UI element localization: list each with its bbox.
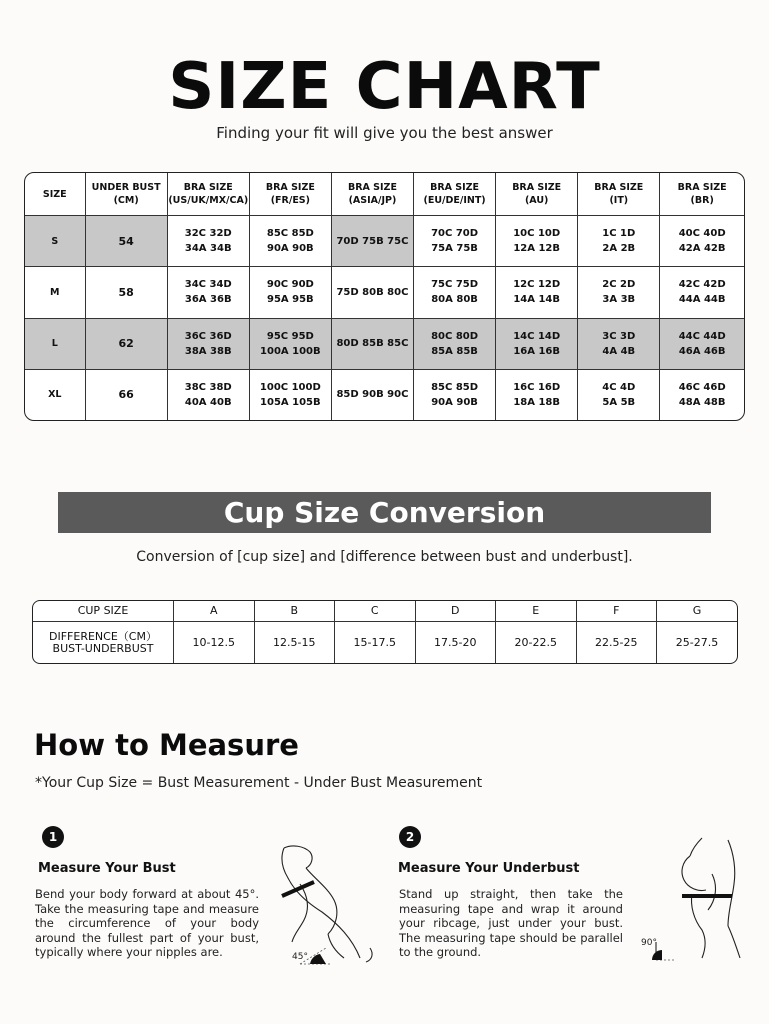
cup-d: D xyxy=(415,601,496,622)
cell-au: 14C 14D 16A 16B xyxy=(496,318,578,369)
header-under-bust: UNDER BUST (CM) xyxy=(85,173,167,216)
cell-asia: 85D 90B 90C xyxy=(331,369,413,420)
cell-fr: 100C 100D 105A 105B xyxy=(249,369,331,420)
step-2-body: Stand up straight, then take the measuring tape and wrap it around your ribcage, just under your bust. The measuring tape should be parallel to the ground. xyxy=(399,887,623,959)
diff-d: 17.5-20 xyxy=(415,622,496,663)
cell-au: 12C 12D 14A 14B xyxy=(496,267,578,318)
diff-e: 20-22.5 xyxy=(496,622,577,663)
cup-a: A xyxy=(174,601,255,622)
cell-size: M xyxy=(25,267,85,318)
cell-us: 38C 38D 40A 40B xyxy=(167,369,249,420)
cup-c: C xyxy=(335,601,416,622)
page-title: SIZE CHART xyxy=(168,50,601,124)
cell-br: 44C 44D 46A 46B xyxy=(660,318,744,369)
step-2-badge: 2 xyxy=(399,826,421,848)
diff-a: 10-12.5 xyxy=(174,622,255,663)
cell-it: 4C 4D 5A 5B xyxy=(578,369,660,420)
header-au: BRA SIZE (AU) xyxy=(496,173,578,216)
diff-b: 12.5-15 xyxy=(254,622,335,663)
cell-it: 1C 1D 2A 2B xyxy=(578,216,660,267)
header-it: BRA SIZE (IT) xyxy=(578,173,660,216)
angle-45-label: 45° xyxy=(292,952,308,962)
cup-b: B xyxy=(254,601,335,622)
header-asia: BRA SIZE (ASIA/JP) xyxy=(331,173,413,216)
table-row xyxy=(25,318,744,369)
step-1-badge: 1 xyxy=(42,826,64,848)
cup-conversion-banner: Cup Size Conversion xyxy=(58,492,711,533)
cup-size-formula: *Your Cup Size = Bust Measurement - Under Bust Measurement xyxy=(35,775,483,791)
cell-au: 16C 16D 18A 18B xyxy=(496,369,578,420)
cell-size: L xyxy=(25,318,85,369)
size-table-header xyxy=(25,173,744,216)
cell-it: 2C 2D 3A 3B xyxy=(578,267,660,318)
cell-eu: 85C 85D 90A 90B xyxy=(414,369,496,420)
cup-size-label: CUP SIZE xyxy=(33,601,174,622)
cup-g: G xyxy=(657,601,738,622)
cell-br: 40C 40D 42A 42B xyxy=(660,216,744,267)
table-row xyxy=(25,267,744,318)
cell-under-bust: 54 xyxy=(85,216,167,267)
cell-br: 46C 46D 48A 48B xyxy=(660,369,744,420)
header-fr: BRA SIZE (FR/ES) xyxy=(249,173,331,216)
step-1-body: Bend your body forward at about 45°. Take the measuring tape and measure the circumference of your body around the fullest part of your bust, typically where your nipples are. xyxy=(35,887,259,959)
cell-asia: 75D 80B 80C xyxy=(331,267,413,318)
diff-g: 25-27.5 xyxy=(657,622,738,663)
cell-fr: 85C 85D 90A 90B xyxy=(249,216,331,267)
cup-size-row xyxy=(33,601,737,622)
size-chart-table xyxy=(24,172,745,421)
cell-size: XL xyxy=(25,369,85,420)
diff-f: 22.5-25 xyxy=(576,622,657,663)
cell-it: 3C 3D 4A 4B xyxy=(578,318,660,369)
header-br: BRA SIZE (BR) xyxy=(660,173,744,216)
page-subtitle: Finding your fit will give you the best answer xyxy=(216,124,553,142)
difference-row xyxy=(33,622,737,663)
how-to-measure-title: How to Measure xyxy=(34,728,299,762)
cell-eu: 80C 80D 85A 85B xyxy=(414,318,496,369)
angle-90-label: 90° xyxy=(641,938,657,948)
cell-br: 42C 42D 44A 44B xyxy=(660,267,744,318)
cell-us: 34C 34D 36A 36B xyxy=(167,267,249,318)
cell-asia: 80D 85B 85C xyxy=(331,318,413,369)
conversion-note: Conversion of [cup size] and [difference between bust and underbust]. xyxy=(136,549,633,565)
cell-under-bust: 58 xyxy=(85,267,167,318)
cup-size-table xyxy=(32,600,738,664)
cell-under-bust: 66 xyxy=(85,369,167,420)
table-row xyxy=(25,216,744,267)
cell-us: 36C 36D 38A 38B xyxy=(167,318,249,369)
diff-c: 15-17.5 xyxy=(335,622,416,663)
cell-fr: 90C 90D 95A 95B xyxy=(249,267,331,318)
cup-f: F xyxy=(576,601,657,622)
header-size: SIZE xyxy=(25,173,85,216)
cell-size: S xyxy=(25,216,85,267)
cell-eu: 75C 75D 80A 80B xyxy=(414,267,496,318)
cell-au: 10C 10D 12A 12B xyxy=(496,216,578,267)
difference-label: DIFFERENCE（CM） BUST-UNDERBUST xyxy=(33,622,174,663)
cell-fr: 95C 95D 100A 100B xyxy=(249,318,331,369)
cup-e: E xyxy=(496,601,577,622)
cell-asia: 70D 75B 75C xyxy=(331,216,413,267)
header-eu: BRA SIZE (EU/DE/INT) xyxy=(414,173,496,216)
step-2-heading: Measure Your Underbust xyxy=(398,861,580,876)
step-1-heading: Measure Your Bust xyxy=(38,861,176,876)
bust-measure-illustration xyxy=(270,838,380,970)
table-row xyxy=(25,369,744,420)
cell-under-bust: 62 xyxy=(85,318,167,369)
header-us: BRA SIZE (US/UK/MX/CA) xyxy=(167,173,249,216)
cell-eu: 70C 70D 75A 75B xyxy=(414,216,496,267)
cell-us: 32C 32D 34A 34B xyxy=(167,216,249,267)
